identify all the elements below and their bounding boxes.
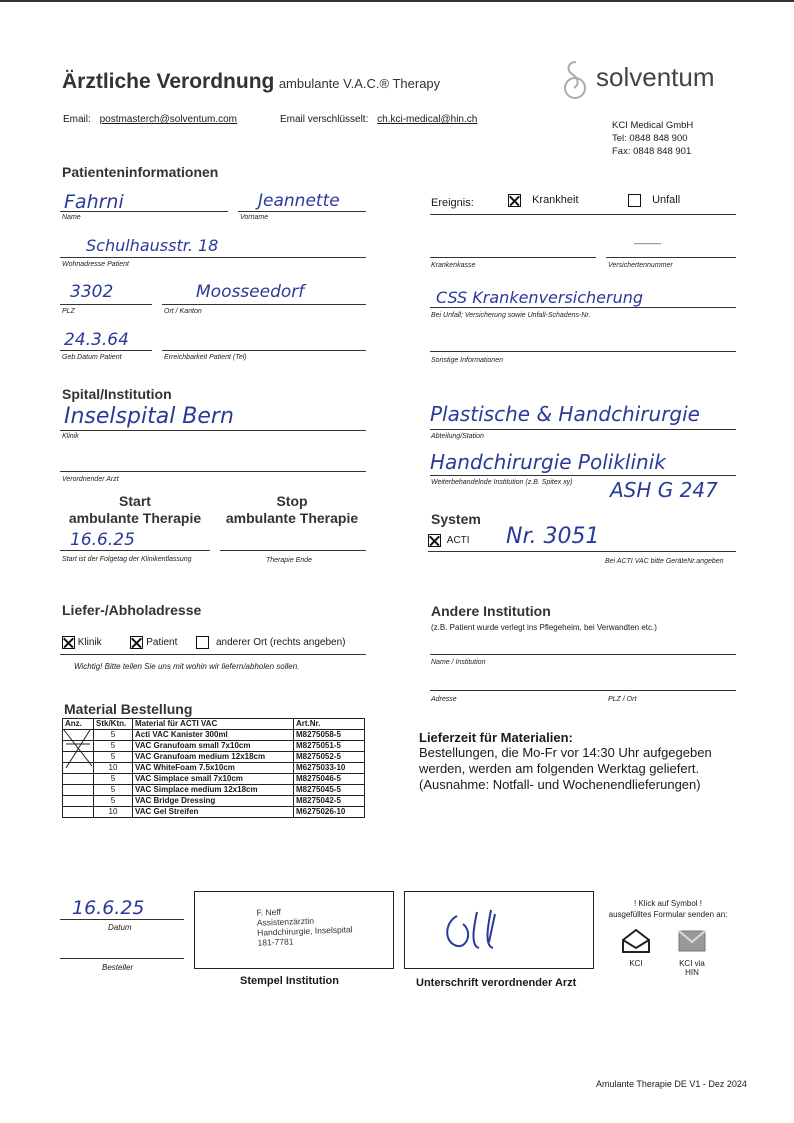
- krankenkasse-line: [430, 257, 596, 258]
- klinik-label: Klinik: [62, 433, 79, 440]
- lieferzeit-text-3: (Ausnahme: Notfall- und Wochenendlieferungen): [419, 777, 701, 792]
- title-bold: Ärztliche Verordnung: [62, 70, 275, 93]
- lieferzeit-heading: Lieferzeit für Materialien:: [419, 730, 573, 745]
- email-label: Email:: [63, 114, 91, 125]
- email-link[interactable]: postmasterch@solventum.com: [99, 114, 237, 125]
- stamp-text: [256, 904, 353, 947]
- krankheit-checkbox[interactable]: [508, 194, 521, 207]
- stk-cell: 5: [94, 752, 133, 763]
- table-row: [63, 763, 365, 774]
- artnr-cell: M8275058-5: [294, 730, 365, 741]
- anz-cell[interactable]: [63, 785, 94, 796]
- artnr-cell: M6275026-10: [294, 807, 365, 818]
- company-block: [612, 119, 693, 158]
- krankheit-option[interactable]: [508, 194, 579, 207]
- start-heading-2: ambulante Therapie: [68, 510, 202, 526]
- stamp-line-4: 181-7781: [257, 936, 294, 948]
- patient-option[interactable]: [130, 637, 177, 648]
- andere-heading: Andere Institution: [431, 603, 551, 619]
- ort-label: Ort / Kanton: [164, 308, 202, 315]
- stop-note: Therapie Ende: [266, 557, 312, 564]
- table-row: [63, 807, 365, 818]
- artnr-cell: M8275045-5: [294, 785, 365, 796]
- envelope-hin-icon: [677, 928, 707, 954]
- stamp-line-1: F. Neff: [256, 906, 282, 918]
- table-row: [63, 752, 365, 763]
- lieferzeit-block: [419, 730, 712, 793]
- klinik-label: Klinik: [77, 637, 102, 649]
- page-top-border: [0, 0, 794, 2]
- brand-name: solventum: [596, 62, 715, 92]
- artnr-cell: M8275042-5: [294, 796, 365, 807]
- spital-heading: Spital/Institution: [62, 386, 172, 402]
- liefer-note: Wichtig! Bitte teilen Sie uns mit wohin wir liefern/abholen sollen.: [74, 662, 300, 671]
- vorname-line: [238, 211, 366, 212]
- stk-cell: 10: [94, 807, 133, 818]
- anz-crossout-mark-icon: [60, 726, 96, 774]
- solventum-logo-icon: [560, 58, 590, 102]
- email-enc-row: [280, 114, 477, 125]
- stop-line: [220, 550, 366, 551]
- patient-label: Patient: [146, 637, 178, 649]
- table-row: [63, 774, 365, 785]
- datum-label: Datum: [108, 923, 132, 932]
- table-row: [63, 785, 365, 796]
- col-anz: Anz.: [63, 719, 94, 730]
- klinik-value[interactable]: Inselspital Bern: [64, 404, 234, 429]
- email-enc-label: Email verschlüsselt:: [280, 114, 369, 125]
- table-row: [63, 730, 365, 741]
- artnr-cell: M6275033-10: [294, 763, 365, 774]
- anderer-option[interactable]: [196, 637, 345, 648]
- click-note: [604, 898, 732, 920]
- send-kci-button[interactable]: [620, 928, 652, 968]
- acti-option[interactable]: [428, 534, 470, 547]
- stop-heading-1: Stop: [276, 493, 308, 509]
- click-line-1: ! Klick auf Symbol !: [633, 899, 703, 908]
- liefer-line: [60, 654, 366, 655]
- table-row: [63, 796, 365, 807]
- sonstige-label: Sonstige Informationen: [431, 357, 503, 364]
- email-row: [63, 114, 237, 125]
- artnr-cell: M8275046-5: [294, 774, 365, 785]
- anz-cell[interactable]: [63, 774, 94, 785]
- material-cell: VAC Bridge Dressing: [133, 796, 294, 807]
- material-cell: VAC Simplace small 7x10cm: [133, 774, 294, 785]
- stamp-line-3: Handchirurgie, Inselspital: [257, 924, 353, 938]
- anderer-checkbox[interactable]: [196, 636, 209, 649]
- klinik-option[interactable]: [62, 637, 102, 648]
- name-label: Name: [62, 214, 81, 221]
- liefer-options: [62, 636, 345, 649]
- col-artnr: Art.Nr.: [294, 719, 365, 730]
- versicherten-value[interactable]: ———: [634, 238, 661, 248]
- plz-value[interactable]: 3302: [70, 282, 114, 302]
- abteilung-label: Abteilung/Station: [431, 433, 484, 440]
- stk-cell: 5: [94, 796, 133, 807]
- start-note: Start ist der Folgetag der Klinikentlassung: [62, 556, 192, 563]
- material-cell: VAC WhiteFoam 7.5x10cm: [133, 763, 294, 774]
- plz-line: [60, 304, 152, 305]
- stk-cell: 5: [94, 741, 133, 752]
- klinik-line: [60, 430, 366, 431]
- start-heading: [60, 493, 210, 527]
- brand-logo: [560, 58, 730, 102]
- stempel-label: Stempel Institution: [240, 975, 339, 987]
- send-kci-hin-button[interactable]: [672, 928, 712, 977]
- material-table-wrap: [62, 718, 365, 818]
- stop-heading-2: ambulante Therapie: [225, 510, 359, 526]
- besteller-label: Besteller: [102, 963, 134, 972]
- system-heading: System: [431, 511, 481, 527]
- unfall-versicherung-value[interactable]: CSS Krankenversicherung: [436, 288, 644, 307]
- dob-label: Geb.Datum Patient: [62, 354, 122, 361]
- andere-adresse-line: [430, 690, 736, 691]
- signature-scribble-icon: [427, 902, 547, 962]
- ort-value[interactable]: Moosseedorf: [196, 282, 305, 302]
- send-kci-label: KCI: [629, 959, 643, 968]
- artnr-cell: M8275052-5: [294, 752, 365, 763]
- system-line: [428, 551, 736, 552]
- weiter-line: [430, 475, 736, 476]
- stk-cell: 10: [94, 763, 133, 774]
- unfall-checkbox[interactable]: [628, 194, 641, 207]
- unfall-option[interactable]: [628, 194, 680, 207]
- signature-label: Unterschrift verordnender Arzt: [416, 977, 577, 989]
- vorname-value[interactable]: Jeannette: [258, 191, 340, 211]
- patient-heading: Patienteninformationen: [62, 164, 219, 180]
- start-value[interactable]: 16.6.25: [70, 530, 135, 550]
- material-cell: VAC Granufoam medium 12x18cm: [133, 752, 294, 763]
- krankheit-label: Krankheit: [532, 194, 579, 207]
- email-enc-link[interactable]: ch.kci-medical@hin.ch: [377, 114, 478, 125]
- andere-name-label: Name / Institution: [431, 659, 486, 666]
- address-line: [60, 257, 366, 258]
- reach-label: Erreichbarkeit Patient (Tel): [164, 354, 247, 361]
- address-label: Wohnadresse Patient: [62, 261, 129, 268]
- weiter-label: Weiterbehandelnde Institution (z.B. Spitex xy): [431, 479, 573, 486]
- dob-value[interactable]: 24.3.64: [64, 330, 129, 350]
- ort-line: [162, 304, 366, 305]
- artnr-cell: M8275051-5: [294, 741, 365, 752]
- stk-cell: 5: [94, 774, 133, 785]
- col-material: Material für ACTI VAC: [133, 719, 294, 730]
- page-title: [62, 70, 440, 94]
- start-line: [60, 550, 210, 551]
- unfall-label: Unfall: [652, 194, 681, 207]
- material-cell: Acti VAC Kanister 300ml: [133, 730, 294, 741]
- plz-label: PLZ: [62, 308, 75, 315]
- versicherten-line: [606, 257, 736, 258]
- andere-plz-label: PLZ / Ort: [608, 696, 637, 703]
- acti-label: ACTI: [446, 535, 470, 547]
- title-sub: ambulante V.A.C.® Therapy: [278, 76, 441, 91]
- andere-sub: (z.B. Patient wurde verlegt ins Pflegeheim, bei Verwandten etc.): [431, 623, 657, 632]
- patient-checkbox[interactable]: [130, 636, 143, 649]
- system-note: Bei ACTI VAC bitte GeräteNr.angeben: [605, 558, 724, 565]
- andere-adresse-label: Adresse: [431, 696, 457, 703]
- weiter-value-2[interactable]: ASH G 247: [610, 478, 718, 502]
- andere-name-line: [430, 654, 736, 655]
- stk-cell: 5: [94, 785, 133, 796]
- material-cell: VAC Simplace medium 12x18cm: [133, 785, 294, 796]
- material-cell: VAC Gel Streifen: [133, 807, 294, 818]
- datum-line: [60, 919, 184, 920]
- signature-box[interactable]: [404, 891, 594, 969]
- abteilung-value[interactable]: Plastische & Handchirurgie: [430, 402, 700, 426]
- stamp-box: [194, 891, 394, 969]
- sonstige-line: [430, 351, 736, 352]
- click-line-2: ausgefülltes Formular senden an:: [608, 910, 728, 919]
- company-tel: Tel: 0848 848 900: [612, 133, 688, 144]
- weiter-value[interactable]: Handchirurgie Poliklinik: [430, 450, 666, 474]
- material-header-row: [63, 719, 365, 730]
- ereignis-line: [430, 214, 736, 215]
- lieferzeit-text-1: Bestellungen, die Mo-Fr vor 14:30 Uhr aufgegeben: [419, 745, 712, 760]
- lieferzeit-text-2: werden, werden am folgenden Werktag geliefert.: [419, 761, 700, 776]
- ereignis-label: Ereignis:: [431, 197, 474, 209]
- anz-cell[interactable]: [63, 807, 94, 818]
- material-heading: Material Bestellung: [64, 701, 193, 717]
- anderer-label: anderer Ort (rechts angeben): [215, 637, 346, 649]
- besteller-line: [60, 958, 184, 959]
- stamp-line-2: Assistenzärztin: [256, 915, 315, 928]
- col-stk: Stk/Ktn.: [94, 719, 133, 730]
- unfall-versicherung-line: [430, 307, 736, 308]
- name-value[interactable]: Fahrni: [64, 191, 124, 213]
- stop-heading: [218, 493, 366, 527]
- table-row: [63, 741, 365, 752]
- krankenkasse-label: Krankenkasse: [431, 262, 476, 269]
- datum-value[interactable]: 16.6.25: [72, 897, 145, 919]
- arzt-line: [60, 471, 366, 472]
- address-value[interactable]: Schulhausstr. 18: [86, 236, 219, 255]
- stk-cell: 5: [94, 730, 133, 741]
- name-line: [60, 211, 228, 212]
- arzt-label: Verordnender Arzt: [62, 476, 119, 483]
- anz-cell[interactable]: [63, 796, 94, 807]
- company-name: KCI Medical GmbH: [612, 120, 694, 131]
- send-kci-hin-label: KCI via HIN: [679, 959, 705, 977]
- liefer-heading: Liefer-/Abholadresse: [62, 602, 202, 618]
- klinik-checkbox[interactable]: [62, 636, 75, 649]
- unfall-versicherung-label: Bei Unfall; Versicherung sowie Unfall-Schadens-Nr.: [431, 312, 591, 319]
- system-nr-value[interactable]: Nr. 3051: [506, 524, 600, 549]
- vorname-label: Vorname: [240, 214, 269, 221]
- versicherten-label: Versichertennummer: [608, 262, 673, 269]
- material-table: [62, 718, 365, 818]
- abteilung-line: [430, 429, 736, 430]
- company-fax: Fax: 0848 848 901: [612, 146, 692, 157]
- acti-checkbox[interactable]: [428, 534, 441, 547]
- envelope-open-icon: [621, 928, 651, 954]
- material-cell: VAC Granufoam small 7x10cm: [133, 741, 294, 752]
- dob-line: [60, 350, 152, 351]
- version-text: Amulante Therapie DE V1 - Dez 2024: [596, 1079, 747, 1089]
- start-heading-1: Start: [119, 493, 151, 509]
- reach-line: [162, 350, 366, 351]
